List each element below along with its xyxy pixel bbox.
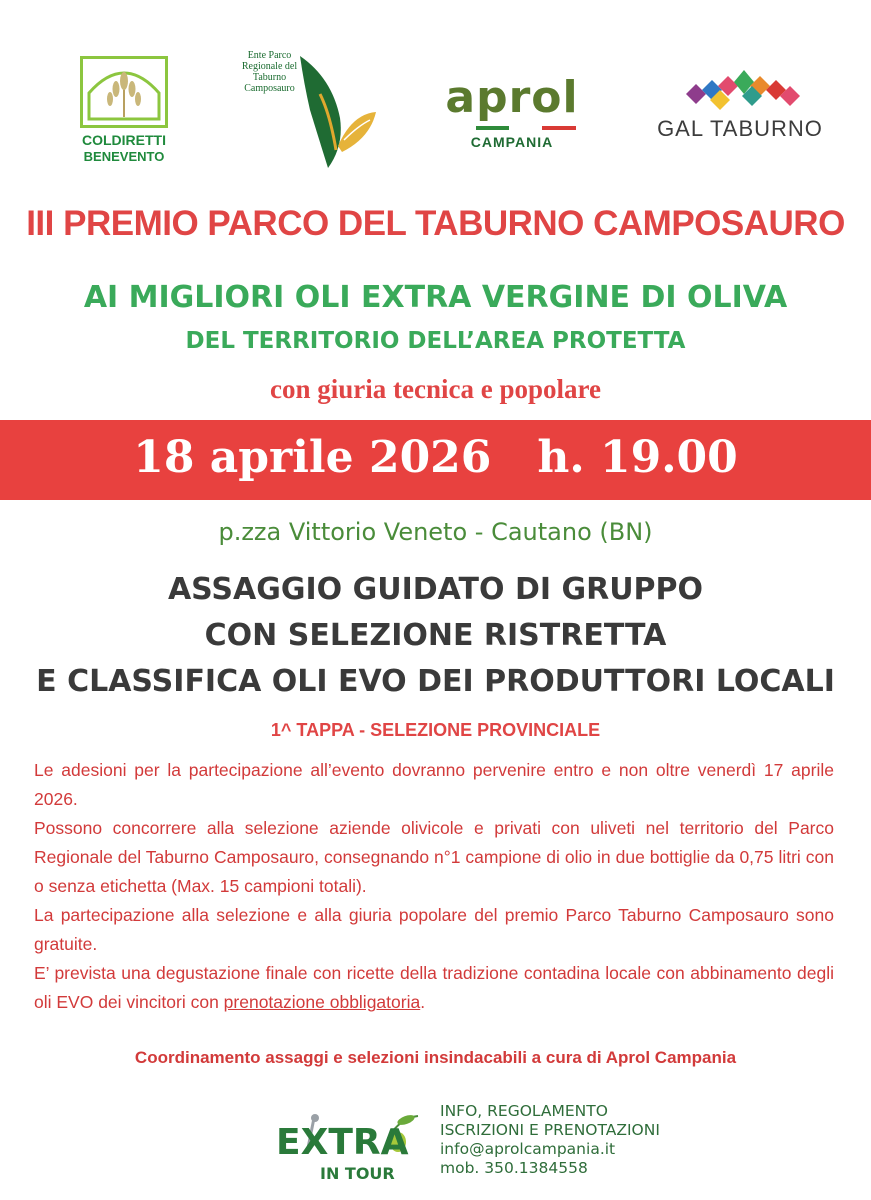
- in-tour-text: IN TOUR: [320, 1164, 395, 1183]
- paragraph-degustazione: [34, 959, 834, 1017]
- migliori-subtitle: AI MIGLIORI OLI EXTRA VERGINE DI OLIVA: [83, 280, 788, 315]
- assaggio-line-3: E CLASSIFICA OLI EVO DEI PRODUTTORI LOCALI: [36, 664, 835, 699]
- parco-line-2: Regionale del: [241, 61, 298, 72]
- prenotazione-link[interactable]: prenotazione obbligatoria: [223, 992, 421, 1012]
- coldiretti-city: BENEVENTO: [83, 149, 165, 164]
- paragraph-concorrere: Possono concorrere alla selezione aziende olivicole e privati con uliveti nel territorio del Parco Regionale del Taburno Camposauro, consegnando n°1 campione di olio in due bottiglie da 0,75 litri con o senza etichetta (Max. 15 campioni totali).: [34, 818, 834, 896]
- wheat-icon: [83, 59, 165, 125]
- aprol-region: CAMPANIA: [470, 134, 554, 150]
- info-block: [440, 1102, 840, 1178]
- aprol-wordmark: aprol: [445, 72, 579, 123]
- extra-in-tour-logo: [276, 1112, 420, 1192]
- info-email[interactable]: info@aprolcampania.it: [440, 1140, 616, 1158]
- parco-line-3: Taburno: [252, 72, 287, 83]
- parco-line-1: Ente Parco: [247, 50, 292, 61]
- gal-taburno-logo: [644, 66, 836, 146]
- info-iscrizioni: ISCRIZIONI E PRENOTAZIONI: [440, 1121, 660, 1139]
- parco-logo: [222, 50, 382, 170]
- info-phone[interactable]: mob. 350.1384558: [440, 1159, 588, 1177]
- coordinamento-note: Coordinamento assaggi e selezioni insindacabili a cura di Aprol Campania: [134, 1048, 737, 1067]
- paragraph-adesioni: Le adesioni per la partecipazione all’evento dovranno pervenire entro e non oltre venerdì 17 aprile 2026.: [34, 760, 834, 809]
- italian-flag-stripe: [476, 126, 576, 130]
- regolamento-text: [34, 756, 834, 1017]
- event-date-time: 18 aprile 2026 h. 19.00: [133, 432, 738, 483]
- event-location: p.zza Vittorio Veneto - Cautano (BN): [218, 518, 653, 546]
- mosaic-mountains-icon: [682, 66, 802, 114]
- parco-line-4: Camposauro: [244, 83, 295, 94]
- aprol-logo: [428, 72, 596, 154]
- assaggio-line-1: ASSAGGIO GUIDATO DI GRUPPO: [167, 572, 704, 607]
- degustazione-text: E’ prevista una degustazione finale con ricette della tradizione contadina locale con abbinamento degli oli EVO dei vincitori con: [34, 963, 834, 1012]
- coldiretti-name: COLDIRETTI: [82, 132, 166, 148]
- coldiretti-logo: [80, 56, 168, 168]
- territorio-subtitle: DEL TERRITORIO DELL’AREA PROTETTA: [185, 328, 686, 354]
- premio-title: III PREMIO PARCO DEL TABURNO CAMPOSAURO: [26, 204, 845, 243]
- tappa-label: 1^ TAPPA - SELEZIONE PROVINCIALE: [270, 720, 601, 740]
- extra-wordmark: EXTRA: [276, 1122, 409, 1163]
- mountain-leaf-icon: [292, 54, 382, 170]
- giuria-line: con giuria tecnica e popolare: [270, 374, 601, 404]
- gal-taburno-text: GAL TABURNO: [657, 116, 823, 141]
- assaggio-line-2: CON SELEZIONE RISTRETTA: [204, 618, 667, 653]
- coldiretti-emblem: [80, 56, 168, 128]
- info-regolamento: INFO, REGOLAMENTO: [440, 1102, 608, 1120]
- degustazione-end: .: [420, 992, 426, 1012]
- paragraph-gratuite: La partecipazione alla selezione e alla giuria popolare del premio Parco Taburno Camposauro sono gratuite.: [34, 905, 834, 954]
